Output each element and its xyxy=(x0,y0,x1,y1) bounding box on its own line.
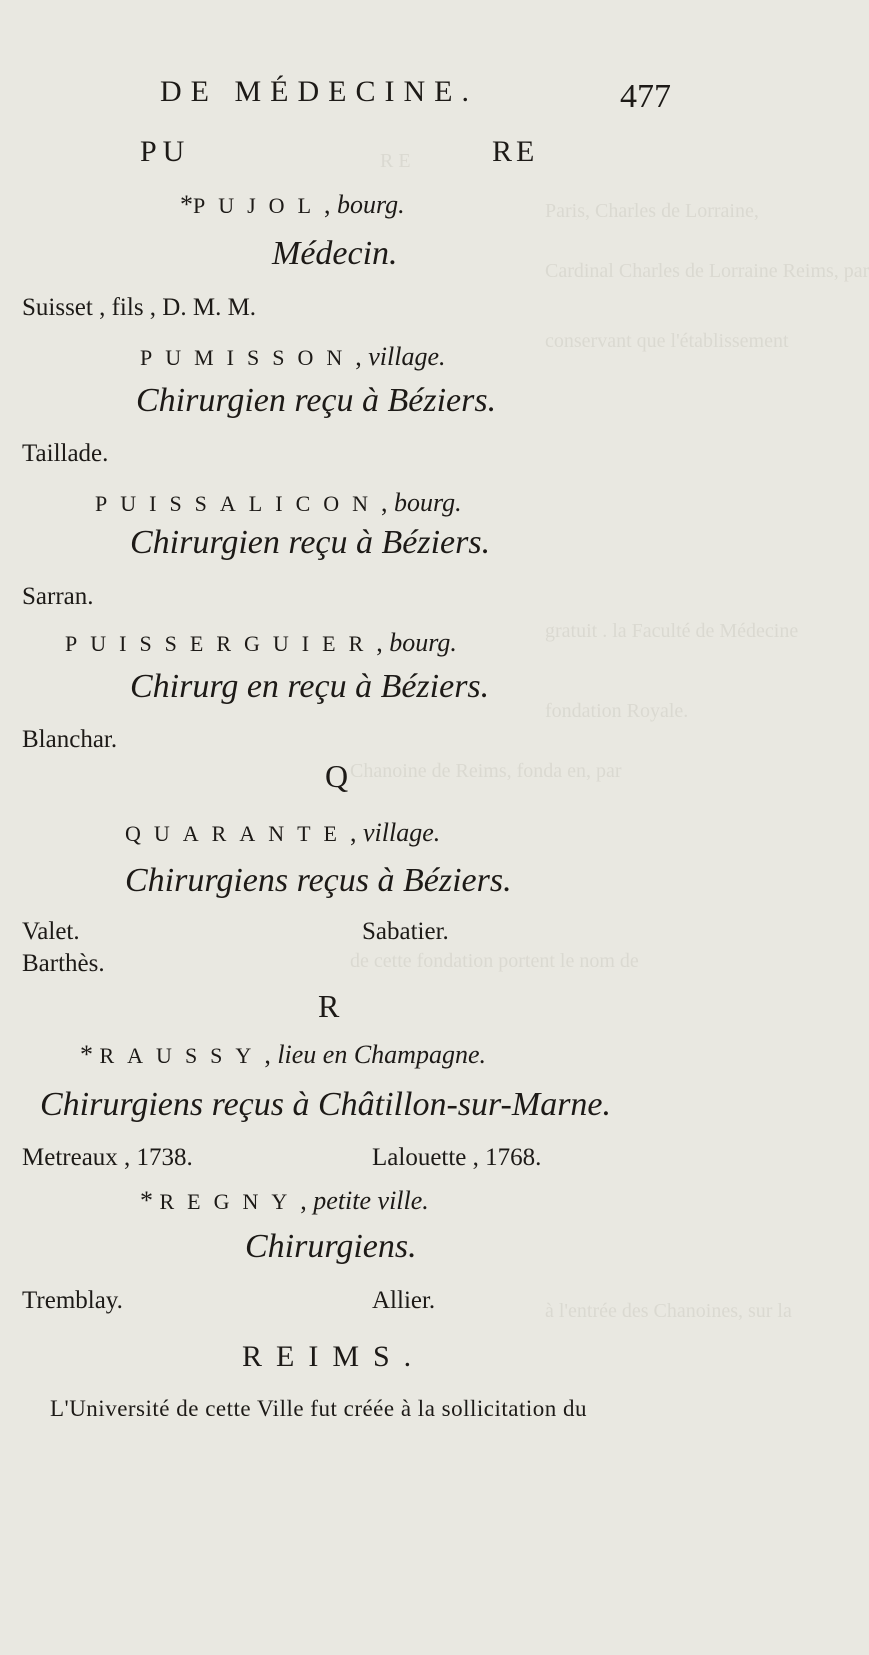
place-entry: PUMISSON, village. xyxy=(140,342,446,371)
section-letter: Q xyxy=(325,758,349,794)
person-name: Sabatier. xyxy=(362,918,449,945)
body-paragraph: L'Université de cette Ville fut créée à la sollicitation du xyxy=(50,1396,588,1421)
bleed-through-text: fondation Royale. xyxy=(545,700,689,722)
person-name: Allier. xyxy=(372,1287,436,1314)
place-descriptor: bourg. xyxy=(389,628,457,657)
profession-heading: Chirurgiens reçus à Béziers. xyxy=(125,862,512,899)
bleed-through-text: Cardinal Charles de Lorraine Reims, par xyxy=(545,260,869,282)
place-name: PUJOL xyxy=(193,193,325,218)
bleed-through-text: à l'entrée des Chanoines, sur la xyxy=(545,1300,792,1322)
person-name: Blanchar. xyxy=(22,726,118,753)
bleed-through-text: Chanoine de Reims, fonda en, par xyxy=(350,760,622,782)
person-name: Tremblay. xyxy=(22,1287,123,1314)
bleed-through-text: conservant que l'établissement xyxy=(545,330,789,352)
place-descriptor: lieu en Champagne. xyxy=(277,1040,486,1069)
page-number: 477 xyxy=(620,78,671,115)
person-name: Metreaux , 1738. xyxy=(22,1144,193,1171)
profession-heading: Chirurgien reçu à Béziers. xyxy=(136,382,497,419)
place-entry: QUARANTE, village. xyxy=(125,818,441,847)
profession-heading: Chirurgien reçu à Béziers. xyxy=(130,524,491,561)
profession-heading: Chirurgiens. xyxy=(245,1228,417,1265)
place-entry xyxy=(180,190,405,220)
place-name: PUMISSON xyxy=(140,345,356,370)
bleed-through-text: R E xyxy=(380,150,411,172)
star-marker: * xyxy=(80,1040,93,1069)
guide-word-left: PU xyxy=(140,135,191,168)
profession-heading: Chirurgiens reçus à Châtillon-sur-Marne. xyxy=(40,1086,612,1123)
place-name: RAUSSY xyxy=(99,1043,265,1068)
place-descriptor: village. xyxy=(363,818,441,847)
running-head: DE MÉDECINE. xyxy=(160,75,478,108)
place-descriptor: petite ville. xyxy=(313,1186,429,1215)
person-name: Barthès. xyxy=(22,950,105,977)
person-name: Lalouette , 1768. xyxy=(372,1144,542,1171)
person-name: Taillade. xyxy=(22,440,109,467)
place-descriptor: bourg. xyxy=(337,190,405,219)
profession-heading: Médecin. xyxy=(272,235,398,272)
bleed-through-text: gratuit . la Faculté de Médecine xyxy=(545,620,799,642)
place-descriptor: village. xyxy=(368,342,446,371)
city-heading: REIMS. xyxy=(242,1340,426,1373)
place-name: QUARANTE xyxy=(125,821,350,846)
bleed-through-text: Paris, Charles de Lorraine, xyxy=(545,200,759,222)
guide-word-right: RE xyxy=(492,135,539,168)
place-entry: PUISSALICON, bourg. xyxy=(95,488,462,517)
person-name: Suisset , fils , D. M. M. xyxy=(22,294,257,321)
bleed-through-text: de cette fondation portent le nom de xyxy=(350,950,639,972)
place-entry: * RAUSSY, lieu en Champagne. xyxy=(80,1040,486,1069)
place-name: PUISSERGUIER xyxy=(65,631,377,656)
profession-heading: Chirurg en reçu à Béziers. xyxy=(130,668,490,705)
place-entry: * REGNY, petite ville. xyxy=(140,1186,429,1215)
star-marker: * xyxy=(140,1186,153,1215)
separator: , xyxy=(324,190,331,219)
star-marker: * xyxy=(180,190,193,219)
person-name: Valet. xyxy=(22,918,80,945)
place-name: PUISSALICON xyxy=(95,491,382,516)
place-entry: PUISSERGUIER, bourg. xyxy=(65,628,457,657)
place-descriptor: bourg. xyxy=(394,488,462,517)
section-letter: R xyxy=(318,988,340,1024)
place-name: REGNY xyxy=(159,1189,301,1214)
person-name: Sarran. xyxy=(22,583,94,610)
